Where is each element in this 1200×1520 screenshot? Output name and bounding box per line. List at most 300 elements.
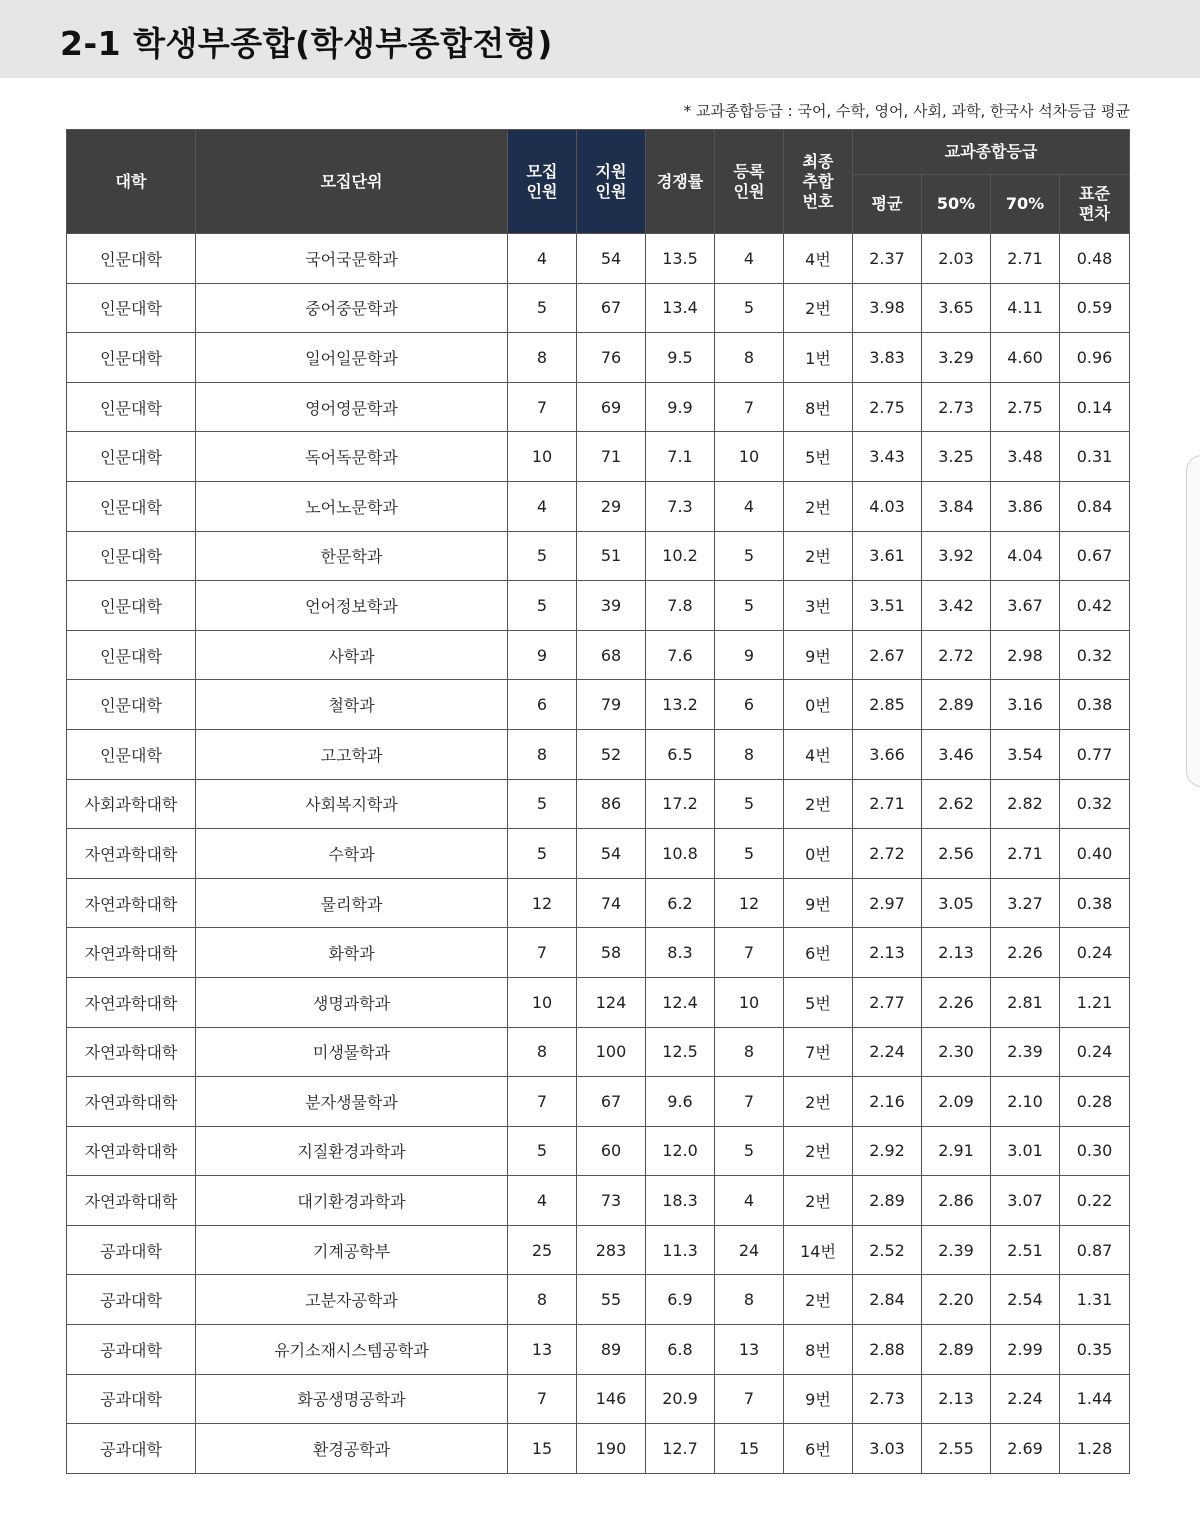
cell-recruit: 5	[508, 581, 577, 631]
cell-p70: 4.11	[991, 283, 1060, 333]
cell-p50: 3.42	[922, 581, 991, 631]
header-grade-group: 교과종합등급	[853, 130, 1130, 175]
cell-recruit: 5	[508, 283, 577, 333]
cell-registered: 13	[715, 1325, 784, 1375]
cell-avg: 2.88	[853, 1325, 922, 1375]
cell-p70: 3.86	[991, 481, 1060, 531]
cell-avg: 2.37	[853, 234, 922, 284]
table-body	[67, 234, 1130, 1474]
cell-college: 자연과학대학	[67, 878, 196, 928]
cell-unit: 화공생명공학과	[196, 1374, 508, 1424]
cell-p70: 2.54	[991, 1275, 1060, 1325]
cell-p50: 2.13	[922, 1374, 991, 1424]
cell-avg: 3.43	[853, 432, 922, 482]
cell-ratio: 9.5	[646, 333, 715, 383]
cell-p70: 3.27	[991, 878, 1060, 928]
cell-avg: 2.13	[853, 928, 922, 978]
header-ratio: 경쟁률	[646, 130, 715, 234]
cell-stdev: 0.28	[1060, 1077, 1130, 1127]
cell-p50: 2.86	[922, 1176, 991, 1226]
cell-p70: 2.98	[991, 630, 1060, 680]
cell-unit: 영어영문학과	[196, 382, 508, 432]
cell-stdev: 1.28	[1060, 1424, 1130, 1474]
table-row	[67, 481, 1130, 531]
admissions-table	[66, 129, 1130, 1474]
cell-p70: 4.04	[991, 531, 1060, 581]
cell-ratio: 18.3	[646, 1176, 715, 1226]
cell-college: 인문대학	[67, 234, 196, 284]
cell-college: 자연과학대학	[67, 1176, 196, 1226]
cell-avg: 2.73	[853, 1374, 922, 1424]
cell-recruit: 5	[508, 1126, 577, 1176]
cell-recruit: 12	[508, 878, 577, 928]
cell-applicants: 71	[577, 432, 646, 482]
cell-college: 자연과학대학	[67, 1077, 196, 1127]
cell-final-waitlist: 5번	[784, 977, 853, 1027]
cell-unit: 국어국문학과	[196, 234, 508, 284]
cell-ratio: 12.5	[646, 1027, 715, 1077]
cell-ratio: 7.8	[646, 581, 715, 631]
cell-p50: 3.92	[922, 531, 991, 581]
cell-p50: 2.72	[922, 630, 991, 680]
cell-avg: 4.03	[853, 481, 922, 531]
cell-final-waitlist: 9번	[784, 878, 853, 928]
cell-p50: 3.46	[922, 729, 991, 779]
table-row	[67, 829, 1130, 879]
cell-stdev: 0.22	[1060, 1176, 1130, 1226]
cell-p70: 3.16	[991, 680, 1060, 730]
cell-final-waitlist: 14번	[784, 1225, 853, 1275]
cell-p70: 2.81	[991, 977, 1060, 1027]
header-registered: 등록 인원	[715, 130, 784, 234]
cell-applicants: 54	[577, 829, 646, 879]
cell-stdev: 0.14	[1060, 382, 1130, 432]
cell-registered: 8	[715, 333, 784, 383]
table-row	[67, 382, 1130, 432]
cell-p70: 4.60	[991, 333, 1060, 383]
cell-stdev: 0.32	[1060, 779, 1130, 829]
cell-college: 공과대학	[67, 1374, 196, 1424]
cell-stdev: 0.87	[1060, 1225, 1130, 1275]
table-row	[67, 234, 1130, 284]
cell-college: 자연과학대학	[67, 1027, 196, 1077]
cell-final-waitlist: 2번	[784, 283, 853, 333]
table-row	[67, 1126, 1130, 1176]
cell-avg: 2.71	[853, 779, 922, 829]
cell-p70: 2.26	[991, 928, 1060, 978]
cell-avg: 3.83	[853, 333, 922, 383]
cell-ratio: 13.4	[646, 283, 715, 333]
cell-ratio: 13.5	[646, 234, 715, 284]
cell-final-waitlist: 6번	[784, 928, 853, 978]
cell-ratio: 12.4	[646, 977, 715, 1027]
cell-college: 인문대학	[67, 729, 196, 779]
header-avg: 평균	[853, 175, 922, 234]
cell-ratio: 7.6	[646, 630, 715, 680]
cell-p50: 2.91	[922, 1126, 991, 1176]
cell-college: 인문대학	[67, 432, 196, 482]
cell-p70: 3.48	[991, 432, 1060, 482]
cell-registered: 12	[715, 878, 784, 928]
cell-unit: 지질환경과학과	[196, 1126, 508, 1176]
cell-registered: 8	[715, 1275, 784, 1325]
cell-ratio: 6.5	[646, 729, 715, 779]
cell-avg: 2.85	[853, 680, 922, 730]
cell-ratio: 10.8	[646, 829, 715, 879]
cell-unit: 일어일문학과	[196, 333, 508, 383]
table-row	[67, 977, 1130, 1027]
cell-recruit: 5	[508, 779, 577, 829]
cell-recruit: 4	[508, 481, 577, 531]
cell-p50: 2.39	[922, 1225, 991, 1275]
cell-ratio: 12.7	[646, 1424, 715, 1474]
cell-final-waitlist: 8번	[784, 1325, 853, 1375]
cell-unit: 물리학과	[196, 878, 508, 928]
cell-unit: 분자생물학과	[196, 1077, 508, 1127]
cell-stdev: 0.96	[1060, 333, 1130, 383]
header-recruit: 모집 인원	[508, 130, 577, 234]
cell-college: 인문대학	[67, 333, 196, 383]
cell-p50: 3.05	[922, 878, 991, 928]
grade-note: * 교과종합등급 : 국어, 수학, 영어, 사회, 과학, 한국사 석차등급 평균	[683, 102, 1130, 120]
table-row	[67, 283, 1130, 333]
cell-avg: 2.16	[853, 1077, 922, 1127]
cell-recruit: 8	[508, 1275, 577, 1325]
cell-p70: 2.24	[991, 1374, 1060, 1424]
cell-ratio: 13.2	[646, 680, 715, 730]
cell-applicants: 124	[577, 977, 646, 1027]
cell-college: 자연과학대학	[67, 829, 196, 879]
cell-avg: 2.97	[853, 878, 922, 928]
cell-college: 인문대학	[67, 581, 196, 631]
cell-p50: 3.29	[922, 333, 991, 383]
cell-registered: 15	[715, 1424, 784, 1474]
cell-unit: 노어노문학과	[196, 481, 508, 531]
cell-avg: 3.98	[853, 283, 922, 333]
table-row	[67, 630, 1130, 680]
cell-avg: 3.61	[853, 531, 922, 581]
cell-applicants: 52	[577, 729, 646, 779]
header-college: 대학	[67, 130, 196, 234]
cell-applicants: 89	[577, 1325, 646, 1375]
cell-unit: 중어중문학과	[196, 283, 508, 333]
cell-stdev: 0.30	[1060, 1126, 1130, 1176]
cell-final-waitlist: 2번	[784, 1077, 853, 1127]
cell-recruit: 8	[508, 333, 577, 383]
cell-p50: 2.13	[922, 928, 991, 978]
cell-p50: 3.65	[922, 283, 991, 333]
cell-final-waitlist: 7번	[784, 1027, 853, 1077]
header-p70: 70%	[991, 175, 1060, 234]
cell-unit: 한문학과	[196, 531, 508, 581]
cell-stdev: 1.21	[1060, 977, 1130, 1027]
cell-avg: 2.67	[853, 630, 922, 680]
cell-stdev: 0.38	[1060, 680, 1130, 730]
cell-recruit: 13	[508, 1325, 577, 1375]
cell-final-waitlist: 2번	[784, 779, 853, 829]
table-row	[67, 729, 1130, 779]
cell-final-waitlist: 0번	[784, 680, 853, 730]
cell-recruit: 8	[508, 729, 577, 779]
cell-recruit: 25	[508, 1225, 577, 1275]
cell-final-waitlist: 2번	[784, 481, 853, 531]
table-row	[67, 1374, 1130, 1424]
cell-final-waitlist: 8번	[784, 382, 853, 432]
cell-stdev: 1.31	[1060, 1275, 1130, 1325]
cell-applicants: 67	[577, 283, 646, 333]
cell-avg: 2.24	[853, 1027, 922, 1077]
cell-recruit: 7	[508, 1077, 577, 1127]
cell-registered: 5	[715, 829, 784, 879]
table-row	[67, 581, 1130, 631]
cell-registered: 24	[715, 1225, 784, 1275]
cell-college: 인문대학	[67, 680, 196, 730]
cell-unit: 미생물학과	[196, 1027, 508, 1077]
cell-recruit: 6	[508, 680, 577, 730]
cell-applicants: 67	[577, 1077, 646, 1127]
cell-stdev: 0.42	[1060, 581, 1130, 631]
cell-avg: 2.77	[853, 977, 922, 1027]
cell-p50: 3.84	[922, 481, 991, 531]
table-row	[67, 878, 1130, 928]
table-row	[67, 333, 1130, 383]
cell-unit: 언어정보학과	[196, 581, 508, 631]
cell-ratio: 9.6	[646, 1077, 715, 1127]
table-row	[67, 1325, 1130, 1375]
cell-final-waitlist: 0번	[784, 829, 853, 879]
cell-ratio: 8.3	[646, 928, 715, 978]
cell-registered: 8	[715, 1027, 784, 1077]
cell-avg: 2.72	[853, 829, 922, 879]
cell-stdev: 0.24	[1060, 928, 1130, 978]
cell-applicants: 100	[577, 1027, 646, 1077]
cell-applicants: 54	[577, 234, 646, 284]
cell-recruit: 10	[508, 432, 577, 482]
cell-p70: 2.39	[991, 1027, 1060, 1077]
cell-recruit: 10	[508, 977, 577, 1027]
table-row	[67, 1176, 1130, 1226]
cell-p70: 2.51	[991, 1225, 1060, 1275]
cell-final-waitlist: 4번	[784, 234, 853, 284]
cell-stdev: 0.24	[1060, 1027, 1130, 1077]
cell-p70: 2.99	[991, 1325, 1060, 1375]
cell-p70: 3.01	[991, 1126, 1060, 1176]
cell-avg: 3.51	[853, 581, 922, 631]
cell-college: 자연과학대학	[67, 1126, 196, 1176]
table-row	[67, 1027, 1130, 1077]
table-row	[67, 1225, 1130, 1275]
cell-final-waitlist: 2번	[784, 1275, 853, 1325]
cell-college: 공과대학	[67, 1225, 196, 1275]
header-stdev: 표준 편차	[1060, 175, 1130, 234]
table-row	[67, 1275, 1130, 1325]
cell-stdev: 0.38	[1060, 878, 1130, 928]
cell-final-waitlist: 9번	[784, 1374, 853, 1424]
cell-applicants: 69	[577, 382, 646, 432]
cell-p50: 2.09	[922, 1077, 991, 1127]
cell-unit: 사학과	[196, 630, 508, 680]
cell-stdev: 1.44	[1060, 1374, 1130, 1424]
cell-p50: 2.89	[922, 1325, 991, 1375]
cell-recruit: 7	[508, 928, 577, 978]
cell-stdev: 0.77	[1060, 729, 1130, 779]
cell-registered: 10	[715, 432, 784, 482]
cell-p70: 3.07	[991, 1176, 1060, 1226]
cell-p50: 2.03	[922, 234, 991, 284]
cell-unit: 화학과	[196, 928, 508, 978]
table-row	[67, 680, 1130, 730]
cell-recruit: 15	[508, 1424, 577, 1474]
cell-college: 자연과학대학	[67, 928, 196, 978]
header-unit: 모집단위	[196, 130, 508, 234]
cell-avg: 2.89	[853, 1176, 922, 1226]
page-title: 2-1 학생부종합(학생부종합전형)	[60, 24, 553, 63]
cell-registered: 5	[715, 283, 784, 333]
cell-final-waitlist: 6번	[784, 1424, 853, 1474]
cell-p70: 2.69	[991, 1424, 1060, 1474]
cell-p70: 2.82	[991, 779, 1060, 829]
cell-registered: 7	[715, 928, 784, 978]
cell-p70: 3.67	[991, 581, 1060, 631]
cell-registered: 6	[715, 680, 784, 730]
cell-unit: 대기환경과학과	[196, 1176, 508, 1226]
cell-p50: 2.20	[922, 1275, 991, 1325]
cell-unit: 고고학과	[196, 729, 508, 779]
cell-recruit: 4	[508, 234, 577, 284]
cell-registered: 7	[715, 1077, 784, 1127]
cell-p50: 2.62	[922, 779, 991, 829]
cell-final-waitlist: 1번	[784, 333, 853, 383]
cell-ratio: 7.3	[646, 481, 715, 531]
cell-p50: 2.89	[922, 680, 991, 730]
cell-p50: 3.25	[922, 432, 991, 482]
cell-applicants: 29	[577, 481, 646, 531]
cell-college: 인문대학	[67, 382, 196, 432]
cell-applicants: 73	[577, 1176, 646, 1226]
cell-stdev: 0.67	[1060, 531, 1130, 581]
cell-college: 인문대학	[67, 630, 196, 680]
cell-ratio: 11.3	[646, 1225, 715, 1275]
cell-registered: 4	[715, 481, 784, 531]
cell-p70: 2.71	[991, 829, 1060, 879]
cell-registered: 5	[715, 531, 784, 581]
cell-recruit: 7	[508, 1374, 577, 1424]
cell-college: 인문대학	[67, 531, 196, 581]
cell-college: 공과대학	[67, 1424, 196, 1474]
cell-applicants: 58	[577, 928, 646, 978]
cell-registered: 4	[715, 234, 784, 284]
cell-unit: 환경공학과	[196, 1424, 508, 1474]
cell-p50: 2.55	[922, 1424, 991, 1474]
cell-recruit: 8	[508, 1027, 577, 1077]
table-row	[67, 531, 1130, 581]
cell-unit: 기계공학부	[196, 1225, 508, 1275]
header-p50: 50%	[922, 175, 991, 234]
cell-registered: 9	[715, 630, 784, 680]
cell-p70: 2.75	[991, 382, 1060, 432]
cell-applicants: 283	[577, 1225, 646, 1275]
cell-applicants: 68	[577, 630, 646, 680]
cell-applicants: 146	[577, 1374, 646, 1424]
table-row	[67, 432, 1130, 482]
cell-registered: 4	[715, 1176, 784, 1226]
cell-recruit: 7	[508, 382, 577, 432]
cell-avg: 2.84	[853, 1275, 922, 1325]
cell-avg: 3.66	[853, 729, 922, 779]
cell-p50: 2.73	[922, 382, 991, 432]
cell-college: 인문대학	[67, 481, 196, 531]
cell-applicants: 74	[577, 878, 646, 928]
cell-unit: 사회복지학과	[196, 779, 508, 829]
cell-applicants: 86	[577, 779, 646, 829]
cell-p70: 3.54	[991, 729, 1060, 779]
cell-registered: 5	[715, 1126, 784, 1176]
cell-stdev: 0.48	[1060, 234, 1130, 284]
cell-registered: 7	[715, 382, 784, 432]
cell-stdev: 0.59	[1060, 283, 1130, 333]
cell-ratio: 17.2	[646, 779, 715, 829]
cell-registered: 5	[715, 581, 784, 631]
cell-unit: 고분자공학과	[196, 1275, 508, 1325]
cell-avg: 3.03	[853, 1424, 922, 1474]
table-row	[67, 928, 1130, 978]
cell-stdev: 0.84	[1060, 481, 1130, 531]
cell-stdev: 0.32	[1060, 630, 1130, 680]
cell-ratio: 6.2	[646, 878, 715, 928]
cell-applicants: 60	[577, 1126, 646, 1176]
cell-registered: 5	[715, 779, 784, 829]
cell-ratio: 10.2	[646, 531, 715, 581]
cell-college: 공과대학	[67, 1325, 196, 1375]
cell-recruit: 5	[508, 531, 577, 581]
cell-college: 자연과학대학	[67, 977, 196, 1027]
cell-ratio: 6.9	[646, 1275, 715, 1325]
header-final-waitlist: 최종 추합 번호	[784, 130, 853, 234]
cell-stdev: 0.40	[1060, 829, 1130, 879]
cell-recruit: 4	[508, 1176, 577, 1226]
cell-unit: 철학과	[196, 680, 508, 730]
cell-ratio: 7.1	[646, 432, 715, 482]
cell-final-waitlist: 2번	[784, 1176, 853, 1226]
cell-avg: 2.92	[853, 1126, 922, 1176]
cell-final-waitlist: 3번	[784, 581, 853, 631]
cell-ratio: 12.0	[646, 1126, 715, 1176]
cell-registered: 10	[715, 977, 784, 1027]
cell-final-waitlist: 9번	[784, 630, 853, 680]
cell-p50: 2.56	[922, 829, 991, 879]
cell-unit: 생명과학과	[196, 977, 508, 1027]
cell-p70: 2.71	[991, 234, 1060, 284]
cell-avg: 2.75	[853, 382, 922, 432]
cell-stdev: 0.31	[1060, 432, 1130, 482]
cell-recruit: 9	[508, 630, 577, 680]
cell-recruit: 5	[508, 829, 577, 879]
cell-registered: 8	[715, 729, 784, 779]
cell-applicants: 79	[577, 680, 646, 730]
cell-college: 공과대학	[67, 1275, 196, 1325]
scroll-handle[interactable]	[1186, 455, 1200, 787]
cell-ratio: 9.9	[646, 382, 715, 432]
cell-unit: 수학과	[196, 829, 508, 879]
table-row	[67, 779, 1130, 829]
cell-avg: 2.52	[853, 1225, 922, 1275]
cell-applicants: 76	[577, 333, 646, 383]
cell-applicants: 39	[577, 581, 646, 631]
cell-final-waitlist: 2번	[784, 531, 853, 581]
cell-final-waitlist: 2번	[784, 1126, 853, 1176]
table-row	[67, 1424, 1130, 1474]
cell-applicants: 51	[577, 531, 646, 581]
